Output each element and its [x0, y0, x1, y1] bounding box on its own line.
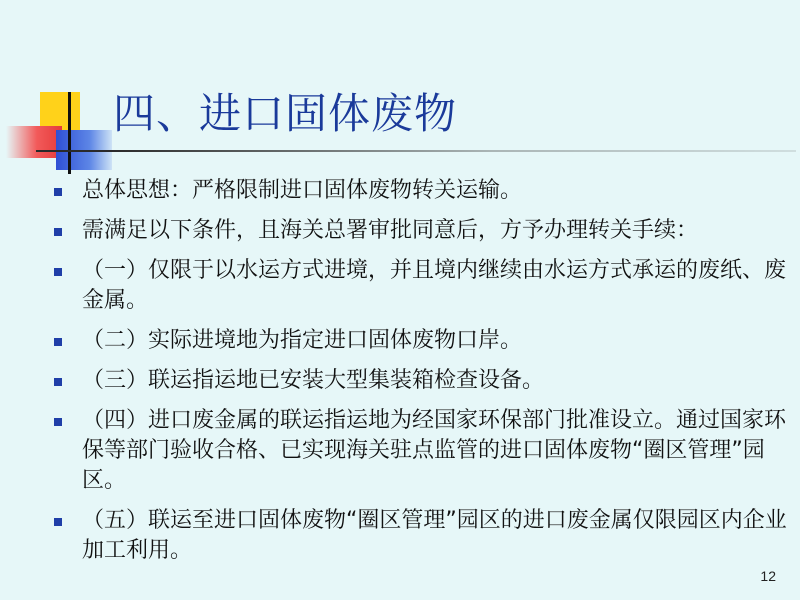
- bullet-text: （五）联运至进口固体废物“圈区管理”园区的进口废金属仅限园区内企业加工利用。: [82, 508, 787, 563]
- bullet-item: [48, 406, 793, 496]
- bullet-item: [48, 176, 793, 206]
- bullet-item: [48, 256, 793, 316]
- bullet-list: [48, 176, 793, 576]
- bullet-text: （三）联运指运地已安装大型集装箱检查设备。: [82, 368, 545, 393]
- logo-vertical-line: [68, 92, 71, 174]
- bullet-item: [48, 216, 793, 246]
- square-bullet-icon: [54, 338, 62, 346]
- bullet-item: [48, 326, 793, 356]
- bullet-item: [48, 506, 793, 566]
- bullet-item: [48, 366, 793, 396]
- square-bullet-icon: [54, 228, 62, 236]
- square-bullet-icon: [54, 378, 62, 386]
- square-bullet-icon: [54, 268, 62, 276]
- bullet-text: （二）实际进境地为指定进口固体废物口岸。: [82, 328, 523, 353]
- square-bullet-icon: [54, 418, 62, 426]
- square-bullet-icon: [54, 188, 62, 196]
- bullet-text: （一）仅限于以水运方式进境，并且境内继续由水运方式承运的废纸、废金属。: [82, 258, 787, 313]
- title-underline: [36, 150, 796, 152]
- bullet-text: 总体思想：严格限制进口固体废物转关运输。: [82, 178, 523, 203]
- bullet-text: （四）进口废金属的联运指运地为经国家环保部门批准设立。通过国家环保等部门验收合格、已实现海关驻点监管的进口固体废物“圈区管理”园区。: [82, 408, 787, 493]
- page-number: 12: [760, 568, 776, 584]
- bullet-text: 需满足以下条件，且海关总署审批同意后，方予办理转关手续：: [82, 218, 699, 243]
- slide-title: 四、进口固体废物: [113, 89, 458, 138]
- square-bullet-icon: [54, 518, 62, 526]
- logo-red-square: [6, 126, 62, 158]
